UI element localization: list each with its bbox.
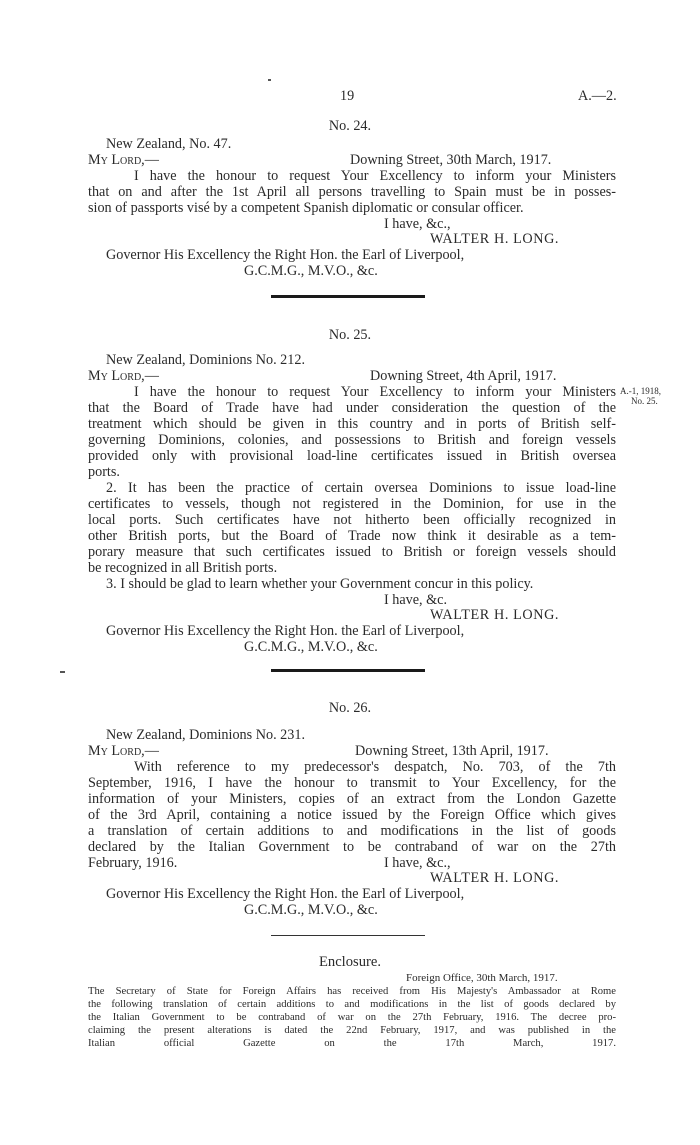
enclosure-line: the following translation of certain additions to and modifications in the list of goods declared by	[88, 999, 616, 1010]
letter-salutation: My Lord,—	[88, 368, 159, 384]
letter-addressee: Governor His Excellency the Right Hon. the Earl of Liverpool,	[106, 247, 465, 263]
letter-addressee: Governor His Excellency the Right Hon. the Earl of Liverpool,	[106, 886, 465, 902]
letter-addressee-honours: G.C.M.G., M.V.O., &c.	[244, 902, 378, 918]
letter-line: provided only with provisional load-line certificates issued in British oversea	[88, 448, 616, 464]
enclosure-line: claiming the present alterations is dated the 22nd February, 1917, and was published in the	[88, 1025, 616, 1036]
enclosure-title: Enclosure.	[318, 954, 381, 970]
letter-place-date: Downing Street, 30th March, 1917.	[350, 152, 552, 168]
section-divider	[271, 669, 425, 672]
letter-line: 2. It has been the practice of certain oversea Dominions to issue load-line	[106, 480, 616, 496]
letter-signature: WALTER H. LONG.	[430, 870, 560, 886]
letter-line: certificates to vessels, though not registered in the Dominion, for use in the	[88, 496, 616, 512]
letter-line: treatment which should be given in this country and in ports of British self-	[88, 416, 616, 432]
print-speck	[268, 79, 271, 81]
letter-destination: New Zealand, No. 47.	[106, 136, 232, 152]
letter-addressee: Governor His Excellency the Right Hon. the Earl of Liverpool,	[106, 623, 465, 639]
letter-line: 3. I should be glad to learn whether your Government concur in this policy.	[106, 576, 534, 592]
margin-reference: A.-1, 1918,	[620, 386, 661, 396]
letter-closing: I have, &c.,	[384, 216, 451, 232]
letter-destination: New Zealand, Dominions No. 231.	[106, 727, 305, 743]
letter-line: information of your Ministers, copies of an extract from the London Gazette	[88, 791, 616, 807]
letter-destination: New Zealand, Dominions No. 212.	[106, 352, 305, 368]
margin-reference: No. 25.	[631, 396, 658, 406]
letter-line: of the 3rd April, containing a notice issued by the Foreign Office which gives	[88, 807, 616, 823]
letter-line: declared by the Italian Government to be contraband of war on the 27th	[88, 839, 616, 855]
letter-place-date: Downing Street, 4th April, 1917.	[370, 368, 557, 384]
letter-line: I have the honour to request Your Excellency to inform your Ministers	[134, 384, 616, 400]
letter-heading: No. 25.	[328, 327, 372, 343]
letter-line: that on and after the 1st April all persons travelling to Spain must be in posses-	[88, 184, 616, 200]
enclosure-line: Italian official Gazette on the 17th March, 1917.	[88, 1038, 616, 1049]
letter-line: I have the honour to request Your Excellency to inform your Ministers	[134, 168, 616, 184]
letter-salutation: My Lord,—	[88, 743, 159, 759]
enclosure-divider	[271, 935, 425, 936]
letter-line: ports.	[88, 464, 120, 480]
letter-line: February, 1916.	[88, 855, 178, 871]
letter-line: September, 1916, I have the honour to transmit to Your Excellency, for the	[88, 775, 616, 791]
letter-closing: I have, &c.	[384, 592, 448, 608]
letter-line: other British ports, but the Board of Trade now think it desirable as a tem-	[88, 528, 616, 544]
letter-line: a translation of certain additions to and modifications in the list of goods	[88, 823, 616, 839]
letter-closing: I have, &c.,	[384, 855, 451, 871]
letter-line: be recognized in all British ports.	[88, 560, 278, 576]
letter-signature: WALTER H. LONG.	[430, 607, 560, 623]
print-speck	[60, 671, 65, 673]
letter-addressee-honours: G.C.M.G., M.V.O., &c.	[244, 263, 378, 279]
letter-line: With reference to my predecessor's despatch, No. 703, of the 7th	[134, 759, 616, 775]
enclosure-line: The Secretary of State for Foreign Affairs has received from His Majesty's Ambassador at Rome	[88, 986, 616, 997]
letter-signature: WALTER H. LONG.	[430, 231, 560, 247]
letter-line: governing Dominions, colonies, and possessions to British and foreign vessels	[88, 432, 616, 448]
document-reference: A.—2.	[578, 88, 617, 104]
letter-line: local ports. Such certificates have not hitherto been officially recognized in	[88, 512, 616, 528]
letter-place-date: Downing Street, 13th April, 1917.	[355, 743, 549, 759]
enclosure-place-date: Foreign Office, 30th March, 1917.	[406, 972, 558, 984]
letter-addressee-honours: G.C.M.G., M.V.O., &c.	[244, 639, 378, 655]
letter-heading: No. 24.	[328, 118, 372, 134]
letter-salutation: My Lord,—	[88, 152, 159, 168]
letter-line: porary measure that such certificates issued to British or foreign vessels should	[88, 544, 616, 560]
letter-line: sion of passports visé by a competent Spanish diplomatic or consular officer.	[88, 200, 524, 216]
page-number: 19	[340, 88, 355, 104]
letter-heading: No. 26.	[328, 700, 372, 716]
letter-line: that the Board of Trade have had under consideration the question of the	[88, 400, 616, 416]
section-divider	[271, 295, 425, 298]
enclosure-line: the Italian Government to be contraband of war on the 27th February, 1916. The decree pro-	[88, 1012, 616, 1023]
